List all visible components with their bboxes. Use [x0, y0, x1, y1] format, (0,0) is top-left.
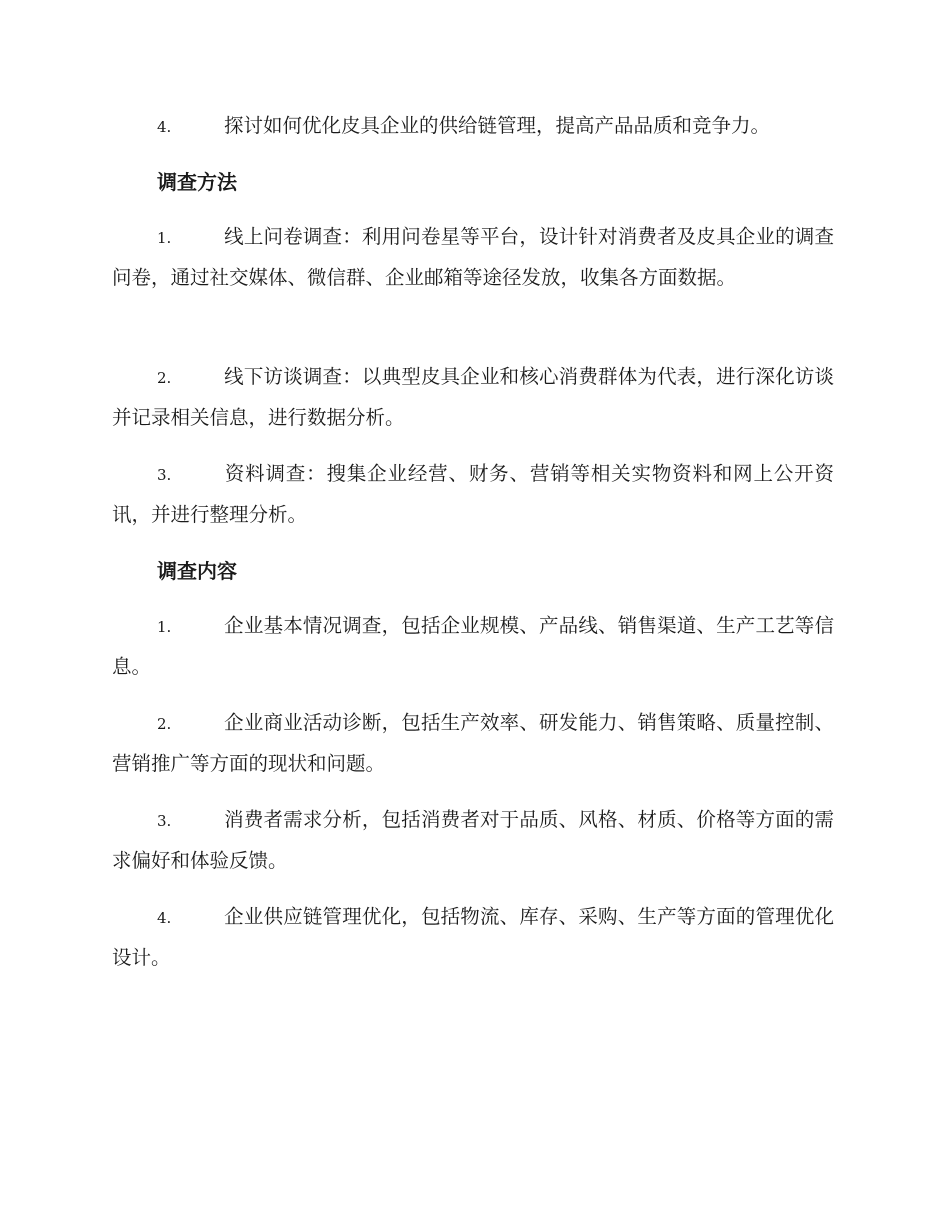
list-item-text: 消费者需求分析，包括消费者对于品质、风格、材质、价格等方面的需求偏好和体验反馈。 — [112, 808, 834, 872]
method-item-1 — [112, 217, 834, 298]
list-item-text: 探讨如何优化皮具企业的供给链管理，提高产品品质和竞争力。 — [224, 114, 771, 137]
list-item-text: 企业商业活动诊断，包括生产效率、研发能力、销售策略、质量控制、营销推广等方面的现状和问题。 — [112, 711, 834, 775]
content-item-4 — [112, 897, 834, 978]
list-number: 4. — [157, 118, 172, 136]
list-number: 3. — [157, 466, 172, 484]
list-number: 2. — [157, 715, 172, 733]
content-item-2 — [112, 703, 834, 784]
list-item-text: 线上问卷调查：利用问卷星等平台，设计针对消费者及皮具企业的调查问卷，通过社交媒体、微信群、企业邮箱等途径发放，收集各方面数据。 — [112, 225, 834, 289]
method-item-2 — [112, 357, 834, 438]
list-item-text: 企业基本情况调查，包括企业规模、产品线、销售渠道、生产工艺等信息。 — [112, 614, 834, 678]
list-item-text: 企业供应链管理优化，包括物流、库存、采购、生产等方面的管理优化设计。 — [112, 905, 834, 969]
list-number: 2. — [157, 369, 172, 387]
method-item-3 — [112, 454, 834, 535]
list-number: 1. — [157, 618, 172, 636]
goal-item-4 — [112, 106, 834, 147]
content-item-1 — [112, 606, 834, 687]
list-item-text: 线下访谈调查：以典型皮具企业和核心消费群体为代表，进行深化访谈并记录相关信息，进行数据分析。 — [112, 365, 834, 429]
section-heading-methods: 调查方法 — [157, 170, 237, 194]
list-number: 4. — [157, 909, 172, 927]
content-item-3 — [112, 800, 834, 881]
section-heading-content: 调查内容 — [157, 559, 237, 583]
list-number: 1. — [157, 229, 172, 247]
list-number: 3. — [157, 812, 172, 830]
list-item-text: 资料调查：搜集企业经营、财务、营销等相关实物资料和网上公开资讯，并进行整理分析。 — [112, 462, 834, 526]
